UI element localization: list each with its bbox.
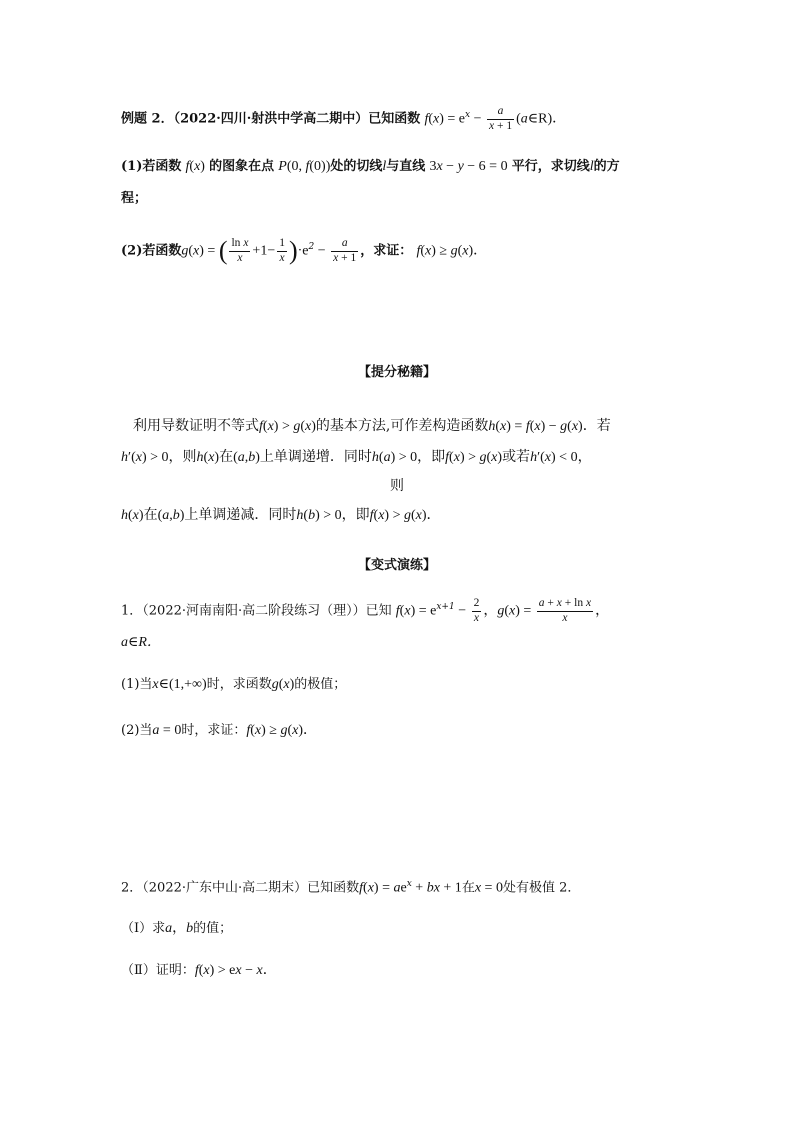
practice-2-num: 2． — [121, 880, 143, 896]
tips-line-1: 利用导数证明不等式f(x) > g(x)的基本方法,可作差构造函数h(x) = f(x) − g(x)．若 — [133, 418, 611, 434]
tips-heading: 【提分秘籍】 — [357, 365, 436, 380]
practice-1-cont: a∈R． — [121, 635, 161, 650]
practice-1-source: （2022·河南南阳·高二阶段练习（理））已知 — [142, 603, 392, 619]
l-symbol: l — [382, 159, 387, 174]
q1-cont: 程； — [121, 191, 148, 206]
q2-prove: ，求证： — [360, 243, 413, 259]
q1-mid1: 的图象在点 — [209, 159, 275, 174]
q1-prefix: (1)若函数 — [121, 159, 182, 174]
q1-mid3: 与直线 — [386, 159, 426, 174]
practice-1-num: 1． — [121, 603, 143, 619]
formula-f-def: f — [424, 111, 429, 127]
practice-2-q1: （Ⅰ）求a，b的值； — [121, 921, 233, 936]
fraction-1-over-x: $\frac{1}{x}$ — [279, 237, 285, 264]
fraction-a-over-x-plus-1-b: $\frac{a}{x + 1}$ — [333, 237, 357, 264]
fraction-lnx-over-x: $\frac{\text{ln x}}{x}$ — [231, 237, 249, 264]
q2-prefix: (2)若函数 — [121, 243, 182, 259]
fraction-a-over-x-plus-1: $\frac{a}{x + 1}$ — [489, 105, 513, 132]
example-title-line: 例题 2．（2022·四川·射洪中学高二期中）已知函数 $f(x) = e^x$ − $\frac{a}{x + 1}$ (a∈R)． — [121, 105, 567, 132]
practice-1-q2: (2)当a = 0时，求证：f(x) ≥ g(x)． — [121, 723, 318, 738]
practice-2-line: 2．（2022·广东中山·高二期末）已知函数$f(x) = ae^x$ + bx + 1在x = 0处有极值 2． — [121, 879, 581, 896]
practice-1-line: 1．（2022·河南南阳·高二阶段练习（理））已知 $f(x) = e^{x+1}$ − $\frac{2}{x}$ ，g(x) = $\frac{\text{a + x + ln x}}{x}$ ， — [121, 597, 610, 624]
example-q2-line: (2)若函数g(x) = ( $\frac{\text{ln x}}{x}$ +1− $\frac{1}{x}$ )$\cdot e^2$ − $\frac{a}{x + 1}$ ，求证： f(x) ≥ g(x)． — [121, 236, 488, 265]
fraction-2-over-x: $\frac{2}{x}$ — [473, 597, 480, 624]
fraction-g-def: $\frac{\text{a + x + ln x}}{x}$ — [538, 597, 592, 624]
q1-end: 的方 — [593, 159, 620, 174]
tips-line-2: h′(x) > 0，则h(x)在(a,b)上单调递增．同时h(a) > 0，即f(x) > g(x)或若h′(x) < 0， — [121, 449, 592, 465]
practice-2-source: （2022·广东中山·高二期末）已知函数 — [142, 880, 360, 896]
q1-mid2: 处的切线 — [330, 159, 383, 174]
practice-heading: 【变式演练】 — [357, 558, 436, 573]
tips-line-3: h(x)在(a,b)上单调递减．同时h(b) > 0，即f(x) > g(x)． — [121, 507, 441, 523]
tips-then: 则 — [390, 478, 404, 494]
example-q1-line: (1)若函数 f(x) 的图象在点 P(0, f(0))处的切线l与直线 3x − y − 6 = 0 平行，求切线l的方 — [121, 159, 620, 174]
practice-1-q1: (1)当x∈(1,+∞)时，求函数g(x)的极值； — [121, 677, 347, 692]
example-label: 例题 2． — [121, 111, 174, 127]
q1-mid4: 平行，求切线 — [511, 159, 590, 174]
practice-2-q2: （Ⅱ）证明：f(x) > ex − x． — [121, 963, 277, 978]
example-source: （2022·四川·射洪中学高二期中）已知函数 — [173, 111, 421, 127]
